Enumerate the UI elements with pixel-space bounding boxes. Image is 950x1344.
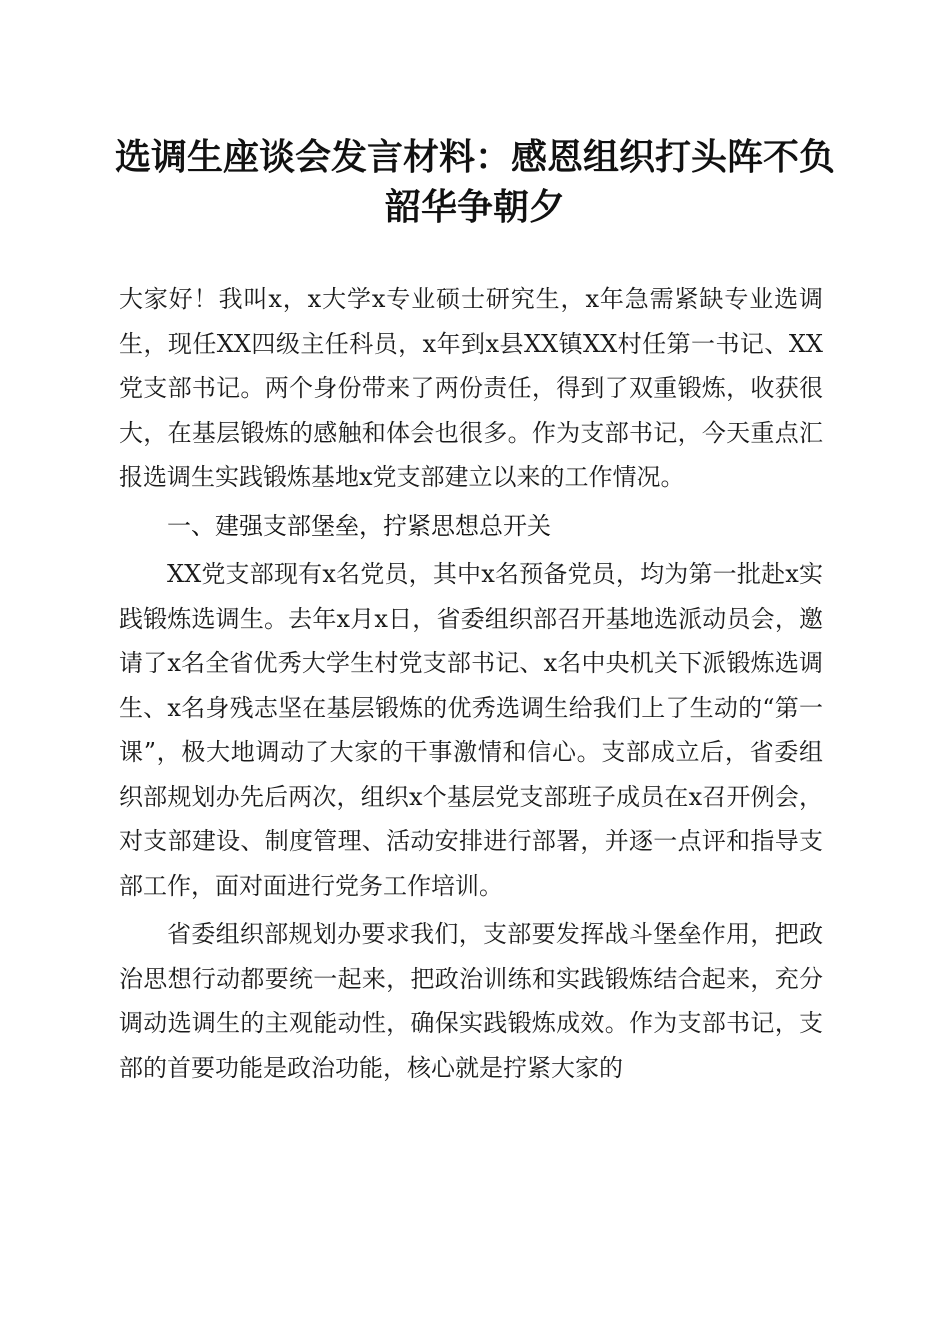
paragraph-requirements: 省委组织部规划办要求我们，支部要发挥战斗堡垒作用，把政治思想行动都要统一起来，把政治训练和实践锻炼结合起来，充分调动选调生的主观能动性，确保实践锻炼成效。作为支部书记，支部的首要功能是政治功能，核心就是拧紧大家的 (119, 920, 823, 1082)
title-line-2: 韶华争朝夕 (384, 186, 565, 228)
title-line-1: 选调生座谈会发言材料：感恩组织打头阵不负 (114, 136, 835, 178)
paragraph-intro: 大家好！我叫x，x大学x专业硕士研究生，x年急需紧缺专业选调生，现任XX四级主任科员，x年到x县XX镇XX村任第一书记、XX党支部书记。两个身份带来了两份责任，得到了双重锻炼，收获很大，在基层锻炼的感触和体会也很多。作为支部书记，今天重点汇报选调生实践锻炼基地x党支部建立以来的工作情况。 (119, 285, 823, 491)
section-heading-1: 一、建强支部堡垒，拧紧思想总开关 (167, 511, 551, 540)
document-body (119, 277, 823, 1094)
paragraph-branch-overview: XX党支部现有x名党员，其中x名预备党员，均为第一批赴x实践锻炼选调生。去年x月x日，省委组织部召开基地选派动员会，邀请了x名全省优秀大学生村党支部书记、x名中央机关下派锻炼选调生、x名身残志坚在基层锻炼的优秀选调生给我们上了生动的“第一课”，极大地调动了大家的干事激情和信心。支部成立后，省委组织部规划办先后两次，组织x个基层党支部班子成员在x召开例会，对支部建设、制度管理、活动安排进行部署，并逐一点评和指导支部工作，面对面进行党务工作培训。 (119, 560, 823, 900)
document-title (100, 132, 850, 232)
